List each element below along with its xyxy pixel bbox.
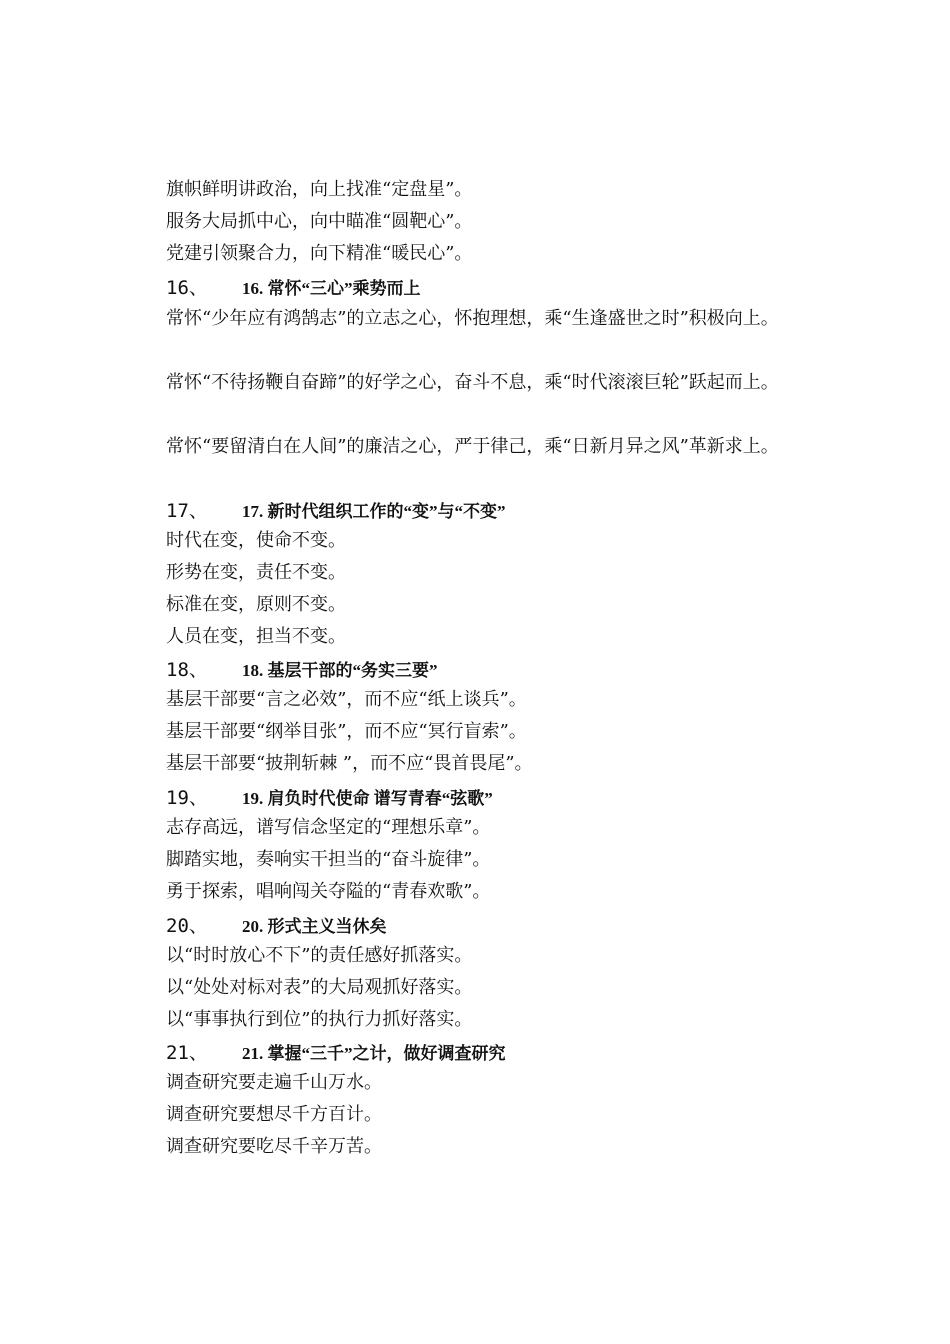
intro-line: 服务大局抓中心，向中瞄准“圆靶心”。 xyxy=(166,211,473,232)
section-title: 18. 基层干部的“务实三要” xyxy=(242,661,438,680)
list-line: 形势在变，责任不变。 xyxy=(166,562,346,583)
section-heading xyxy=(166,273,421,300)
list-line: 人员在变，担当不变。 xyxy=(166,626,346,647)
list-line: 标准在变，原则不变。 xyxy=(166,594,346,615)
section-title: 16. 常怀“三心”乘势而上 xyxy=(242,279,421,298)
list-line: 基层干部要“纲举目张”，而不应“冥行盲索”。 xyxy=(166,721,527,742)
paragraph: 常怀“要留清白在人间”的廉洁之心，严于律己，乘“日新月异之风”革新求上。 xyxy=(166,436,779,457)
intro-line: 党建引领聚合力，向下精准“暖民心”。 xyxy=(166,243,473,264)
section-title: 19. 肩负时代使命 谱写青春“弦歌” xyxy=(242,789,493,808)
section-number: 19、 xyxy=(166,787,208,809)
list-line: 时代在变，使命不变。 xyxy=(166,530,346,551)
section-number: 20、 xyxy=(166,915,208,937)
list-line: 基层干部要“言之必效”，而不应“纸上谈兵”。 xyxy=(166,689,527,710)
section-number: 16、 xyxy=(166,277,208,299)
section-number: 18、 xyxy=(166,659,208,681)
paragraph: 常怀“少年应有鸿鹄志”的立志之心，怀抱理想，乘“生逢盛世之时”积极向上。 xyxy=(166,308,779,329)
section-heading xyxy=(166,911,387,938)
list-line: 调查研究要走遍千山万水。 xyxy=(166,1072,382,1093)
section-title: 21. 掌握“三千”之计，做好调查研究 xyxy=(242,1044,506,1063)
list-line: 以“时时放心不下”的责任感好抓落实。 xyxy=(166,945,473,966)
list-line: 勇于探索，唱响闯关夺隘的“青春欢歌”。 xyxy=(166,881,491,902)
section-title: 17. 新时代组织工作的“变”与“不变” xyxy=(242,502,506,521)
list-line: 基层干部要“披荆斩棘 ”，而不应“畏首畏尾”。 xyxy=(166,753,533,774)
list-line: 调查研究要吃尽千辛万苦。 xyxy=(166,1136,382,1157)
paragraph: 常怀“不待扬鞭自奋蹄”的好学之心，奋斗不息，乘“时代滚滚巨轮”跃起而上。 xyxy=(166,372,779,393)
section-heading xyxy=(166,1038,506,1065)
section-heading xyxy=(166,783,493,810)
section-number: 21、 xyxy=(166,1042,208,1064)
list-line: 以“处处对标对表”的大局观抓好落实。 xyxy=(166,977,473,998)
list-line: 以“事事执行到位”的执行力抓好落实。 xyxy=(166,1009,473,1030)
intro-line: 旗帜鲜明讲政治，向上找准“定盘星”。 xyxy=(166,179,473,200)
section-title: 20. 形式主义当休矣 xyxy=(242,917,387,936)
section-heading xyxy=(166,655,438,682)
section-number: 17、 xyxy=(166,500,208,522)
list-line: 调查研究要想尽千方百计。 xyxy=(166,1104,382,1125)
section-heading xyxy=(166,496,506,523)
list-line: 志存高远，谱写信念坚定的“理想乐章”。 xyxy=(166,817,491,838)
list-line: 脚踏实地，奏响实干担当的“奋斗旋律”。 xyxy=(166,849,491,870)
